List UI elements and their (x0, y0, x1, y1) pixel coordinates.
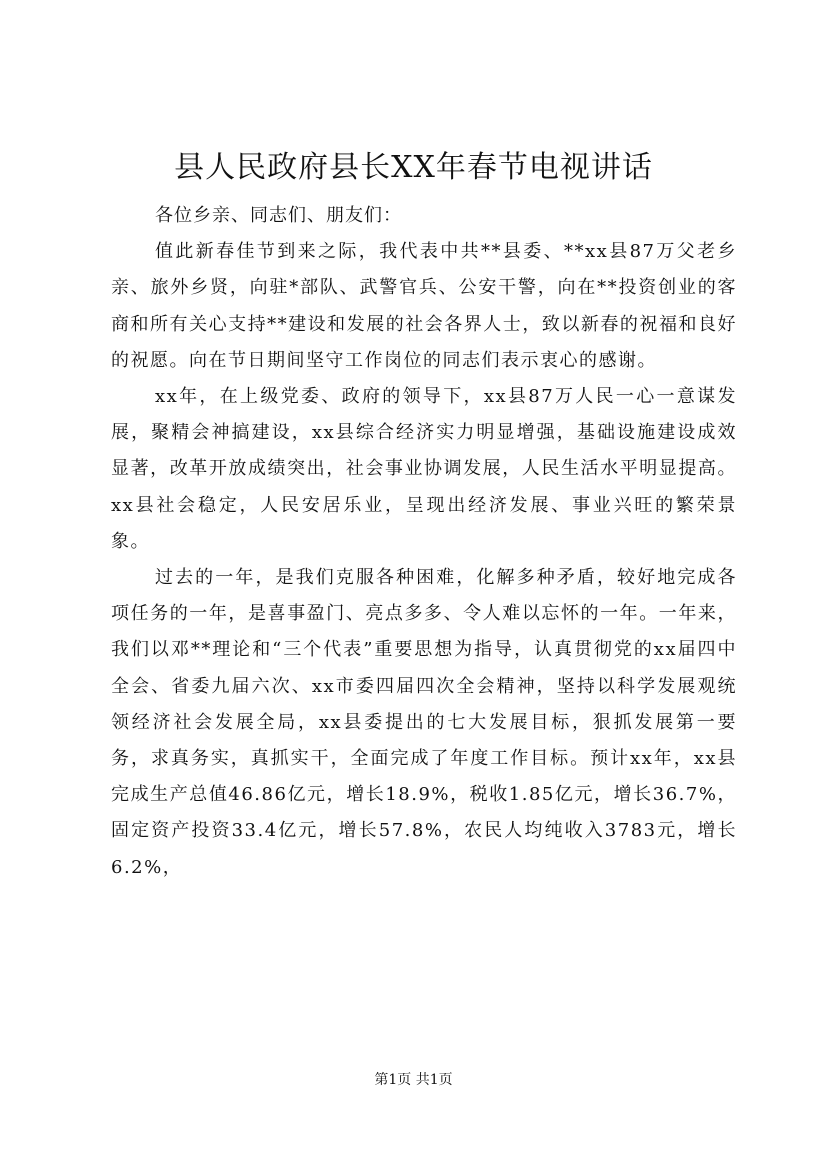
document-body (111, 198, 737, 886)
greeting-paragraph: 各位乡亲、同志们、朋友们： (155, 205, 402, 226)
body-paragraph-2: xx年，在上级党委、政府的领导下，xx县87万人民一心一意谋发展，聚精会神搞建设，xx县综合经济实力明显增强，基础设施建设成效显著，改革开放成绩突出，社会事业协调发展，人民生活水平明显提高。xx县社会稳定，人民安居乐业，呈现出经济发展、事业兴旺的繁荣景象。 (111, 386, 737, 552)
page-footer (0, 1070, 827, 1090)
body-paragraph-1: 值此新春佳节到来之际，我代表中共**县委、**xx县87万父老乡亲、旅外乡贤，向驻*部队、武警官兵、公安干警，向在**投资创业的客商和所有关心支持**建设和发展的社会各界人士，致以新春的祝福和良好的祝愿。向在节日期间坚守工作岗位的同志们表示衷心的感谢。 (111, 241, 737, 371)
document-title: 县人民政府县长XX年春节电视讲话 (174, 150, 653, 185)
body-paragraph-3: 过去的一年，是我们克服各种困难，化解多种矛盾，较好地完成各项任务的一年，是喜事盈门、亮点多多、令人难以忘怀的一年。一年来，我们以邓**理论和“三个代表”重要思想为指导，认真贯彻党的xx届四中全会、省委九届六次、xx市委四届四次全会精神，坚持以科学发展观统领经济社会发展全局，xx县委提出的七大发展目标，狠抓发展第一要务，求真务实，真抓实干，全面完成了年度工作目标。预计xx年，xx县完成生产总值46.86亿元，增长18.9%，税收1.85亿元，增长36.7%，固定资产投资33.4亿元，增长57.8%，农民人均纯收入3783元，增长6.2%， (111, 567, 737, 878)
page-number-label: 第1页 共1页 (374, 1072, 453, 1088)
